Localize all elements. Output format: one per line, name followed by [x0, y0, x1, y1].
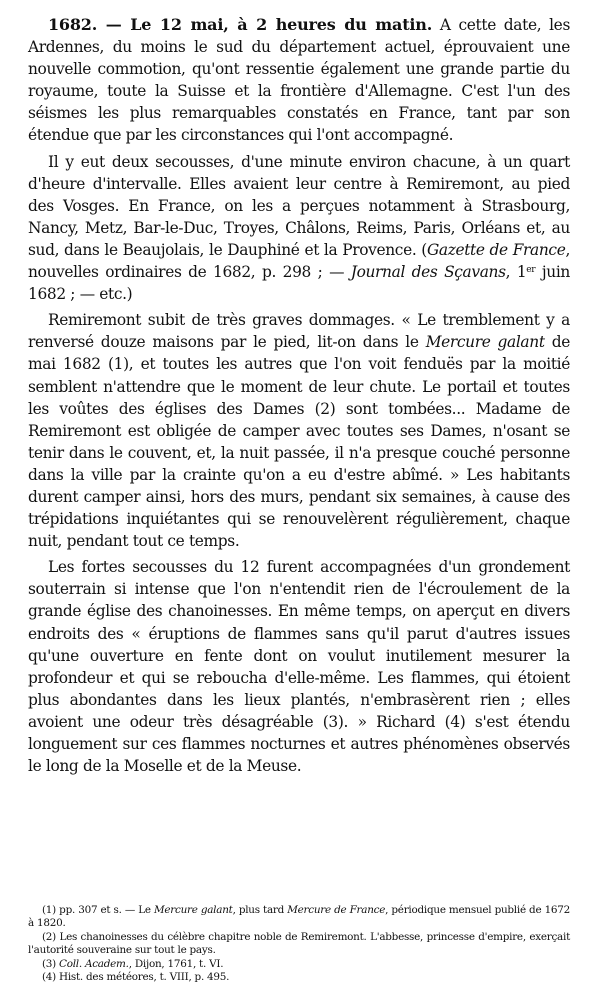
- footnote-3-italic: Coll. Academ.: [59, 957, 129, 970]
- footnote-3-text-a: (3): [42, 957, 60, 970]
- journal-title: Journal des Sçavans: [350, 263, 506, 282]
- paragraph-3: [28, 309, 570, 552]
- main-text: [28, 14, 570, 781]
- footnote-3-text-b: , Dijon, 1761, t. VI.: [128, 957, 224, 970]
- entry-heading: 1682. — Le 12 mai, à 2 heures du matin.: [48, 15, 433, 34]
- paragraph-1-text: A cette date, les Ardennes, du moins le sud du département actuel, éprouvaient une nouvelle commotion, qu'ont ressentie également une grande partie du royaume, toute la Suisse et la frontière d'Allemagne. C'est l'un des séismes les plus remarquables constatés en France, tant par son étendue que par les circonstances qui l'ont accompagné.: [28, 16, 570, 145]
- paragraph-2-text-d: juin 1682 ; — etc.): [28, 263, 570, 304]
- paragraph-4: Les fortes secousses du 12 furent accompagnées d'un grondement souterrain si intense que l'on n'entendit rien de l'écroulement de la grande église des chanoinesses. En même temps, on aperçut en divers endroits des « éruptions de flammes sans qu'il parut d'autres issues qu'une ouverture en fente dont on voulut inutilement mesurer la profondeur et qui se reboucha d'elle-même. Les flammes, qui étoient plus abondantes dans les lieux plantés, n'embrasèrent rien ; elles avoient une odeur très désagréable (3). » Richard (4) s'est étendu longuement sur ces flammes nocturnes et autres phénomènes observés le long de la Moselle et de la Meuse.: [28, 558, 570, 776]
- footnote-2: (2) Les chanoinesses du célèbre chapitre noble de Remiremont. L'abbesse, princesse d'empire, exerçait l'autorité souveraine sur tout le pays.: [28, 930, 570, 957]
- paragraph-2-text-a: Il y eut deux secousses, d'une minute environ chacune, à un quart d'heure d'intervalle. Elles avaient leur centre à Remiremont, au pied des Vosges. En France, on les a perçues notamment à Strasbourg, Nancy, Metz, Bar-le-Duc, Troyes, Châlons, Reims, Paris, Orléans et, au sud, dans le Beaujolais, le Dauphiné et la Provence. (: [28, 152, 570, 259]
- footnote-1-italic-a: Mercure galant: [154, 904, 233, 916]
- footnote-1-italic-b: Mercure de France: [287, 904, 386, 916]
- ordinal-superscript: er: [526, 265, 536, 276]
- mercure-title: Mercure galant: [425, 333, 545, 352]
- footnote-3: [28, 958, 570, 971]
- paragraph-3-text-a: Remiremont subit de très graves dommages. « Le tremblement y a renversé douze maisons par le pied, lit-on dans le: [28, 311, 570, 352]
- footnote-1-text-a: (1) pp. 307 et s. — Le: [42, 904, 154, 916]
- gazette-title: Gazette de France: [426, 240, 566, 259]
- paragraph-3-text-b: de mai 1682 (1), et toutes les autres que l'on voit fenduës par la moitié semblent n'attendre que le moment de leur chute. Le portail et toutes les voûtes des églises des Dames (2) sont tombées... Madame de Remiremont est obligée de camper avec toutes ses Dames, n'osant se tenir dans le couvent, et, la nuit passée, il n'a presque couché personne dans la ville par la crainte qu'on a eu d'estre abîmé. » Les habitants durent camper ainsi, hors des murs, pendant six semaines, à cause des trépidations inquiétantes qui se renouvelèrent régulièrement, chaque nuit, pendant tout ce temps.: [28, 333, 570, 551]
- footnotes: [28, 904, 570, 984]
- paragraph-2: [28, 151, 570, 306]
- paragraph-1: [28, 14, 570, 147]
- footnote-1-text-c: , périodique mensuel publié de 1672 à 1820.: [28, 904, 571, 930]
- footnote-1-text-b: , plus tard: [232, 904, 288, 916]
- paragraph-2-text-b: , nouvelles ordinaires de 1682, p. 298 ; —: [28, 240, 570, 282]
- footnote-4: (4) Hist. des météores, t. VIII, p. 495.: [42, 971, 230, 984]
- footnote-1: [28, 904, 570, 931]
- paragraph-2-text-c: , 1: [505, 263, 527, 282]
